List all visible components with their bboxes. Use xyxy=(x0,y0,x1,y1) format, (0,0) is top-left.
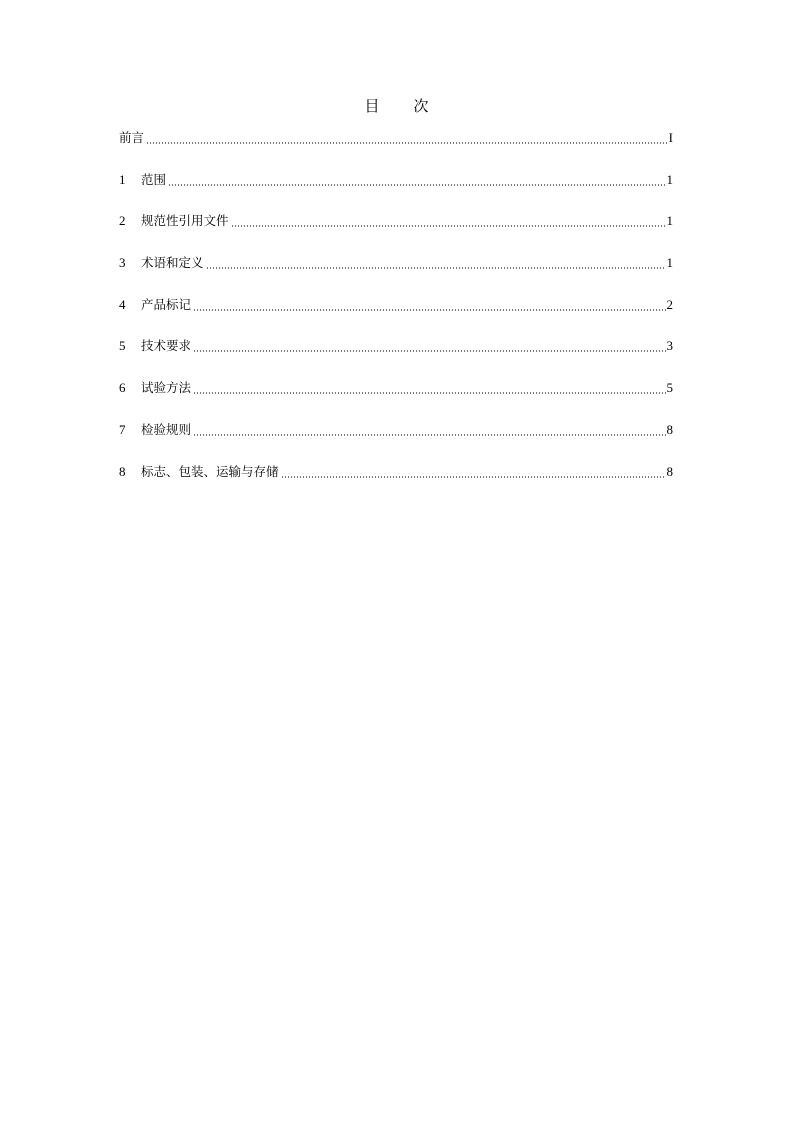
toc-entry-number: 7 xyxy=(119,421,126,437)
toc-leader-dots xyxy=(193,392,665,394)
toc-entry-test-methods[interactable] xyxy=(119,378,673,398)
toc-leader-dots xyxy=(146,142,668,144)
toc-entry-number: 6 xyxy=(119,380,126,396)
toc-leader-dots xyxy=(231,225,666,227)
toc-entry-number: 5 xyxy=(119,338,126,354)
toc-entry-page: 1 xyxy=(666,255,673,271)
toc-entry-label: 技术要求 xyxy=(141,338,192,354)
toc-entry-page: 3 xyxy=(666,338,673,354)
toc-leader-dots xyxy=(193,309,665,311)
toc-entry-label: 范围 xyxy=(141,171,167,187)
toc-list xyxy=(119,128,673,503)
toc-leader-dots xyxy=(168,184,665,186)
toc-entry-page: I xyxy=(668,130,673,145)
toc-leader-dots xyxy=(206,267,666,269)
toc-leader-dots xyxy=(281,476,666,478)
toc-entry-preface[interactable] xyxy=(119,128,673,148)
toc-leader-dots xyxy=(193,434,665,436)
toc-entry-page: 8 xyxy=(666,421,673,437)
toc-entry-number: 8 xyxy=(119,463,126,479)
toc-entry-product-marking[interactable] xyxy=(119,295,673,315)
toc-entry-label: 术语和定义 xyxy=(141,255,204,271)
toc-entry-inspection-rules[interactable] xyxy=(119,420,673,440)
toc-entry-label: 规范性引用文件 xyxy=(141,213,229,229)
toc-entry-page: 2 xyxy=(666,296,673,312)
toc-entry-number: 3 xyxy=(119,255,126,271)
toc-entry-number: 1 xyxy=(119,171,126,187)
toc-entry-technical-requirements[interactable] xyxy=(119,336,673,356)
toc-title-char-2: 次 xyxy=(413,97,429,115)
toc-title-char-1: 目 xyxy=(364,97,380,115)
toc-title xyxy=(0,96,793,116)
toc-entry-number: 2 xyxy=(119,213,126,229)
toc-entry-page: 8 xyxy=(666,463,673,479)
toc-entry-scope[interactable] xyxy=(119,170,673,190)
toc-entry-terms-definitions[interactable] xyxy=(119,253,673,273)
toc-entry-label: 试验方法 xyxy=(141,380,192,396)
toc-entry-marking-packaging-transport-storage[interactable] xyxy=(119,462,673,482)
toc-leader-dots xyxy=(193,350,665,352)
toc-entry-number: 4 xyxy=(119,296,126,312)
toc-entry-label: 检验规则 xyxy=(141,421,192,437)
toc-entry-page: 1 xyxy=(666,213,673,229)
toc-entry-page: 1 xyxy=(666,171,673,187)
toc-entry-label: 产品标记 xyxy=(141,296,192,312)
toc-entry-normative-references[interactable] xyxy=(119,211,673,231)
toc-entry-label: 标志、包装、运输与存储 xyxy=(141,463,279,479)
toc-entry-page: 5 xyxy=(666,380,673,396)
toc-entry-label: 前言 xyxy=(119,130,145,145)
